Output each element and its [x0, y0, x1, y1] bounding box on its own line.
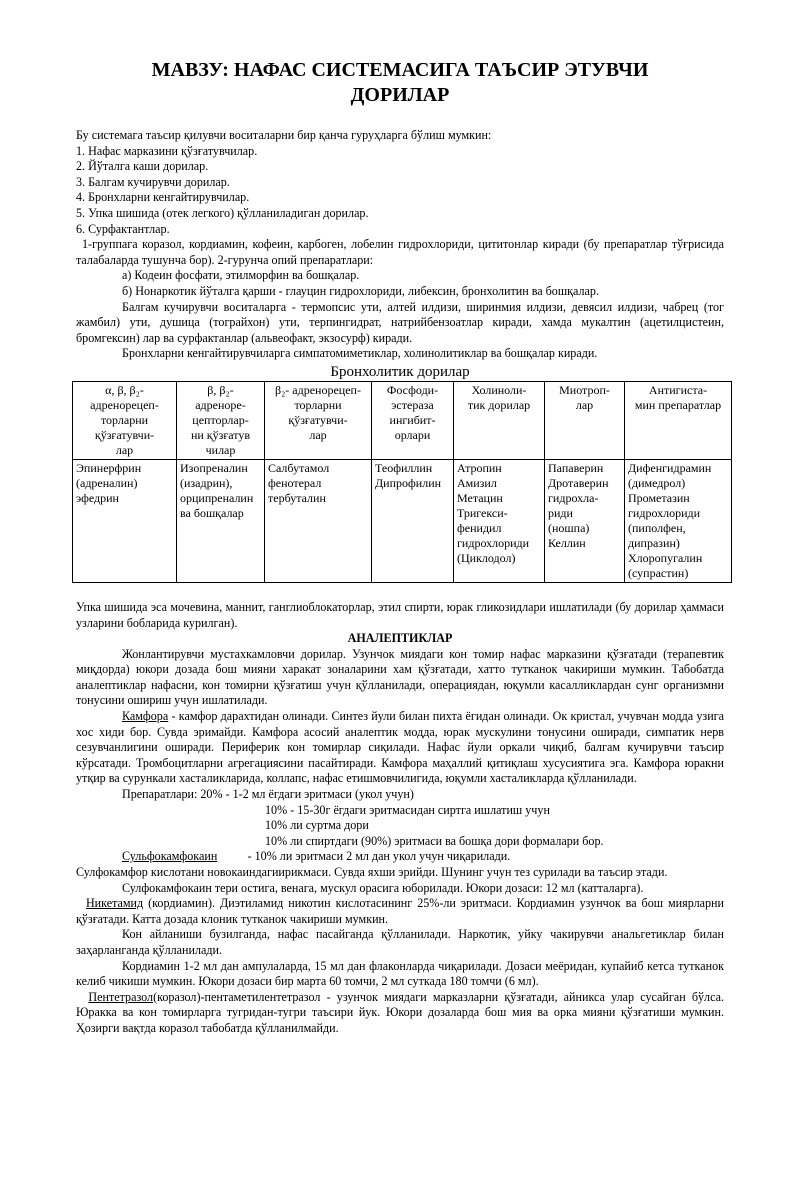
table-cell: Дифенгидрамин (димедрол) Прометазин гидрохлориди (пиполфен, дипразин) Хлоропугалин (супрастин)	[625, 459, 732, 582]
header-cholinolytics: Холиноли- тик дорилар	[454, 381, 545, 459]
paragraph-camphor: Камфора - камфор дарахтидан олинади. Синтез йули билан пихта ёгидан олинади. Ок кристал, учувчан модда узига хос хиди бор. Сувда эримайди. Камфора асосий аналептик модда, юрак мускулини тонусини оширади, симпатик нерв сезувчанлигини оширади. Периферик кон томирлар сиқилади. Нафас йули оркали чиқиб, балгам кучирувчи таъсир кўрсатади. Тромбоцитларни агрегациясини пасайтиради. Камфора маҳаллий қитиқлаш хусусиятига эга. Камфора юракни утқир ва сурункали хасталикларида, коллапс, нафас етишмовчилигида, юқумли хасталикларда қўлланилади.	[76, 709, 724, 786]
title-line-2: ДОРИЛАР	[350, 84, 450, 106]
document-page	[0, 58, 800, 1189]
title-line-1: МАВЗУ: НАФАС СИСТЕМАСИГА ТАЪСИР ЭТУВЧИ	[151, 59, 649, 81]
table-header-row	[73, 381, 732, 459]
term-niketamide: Никетамид	[85, 896, 144, 911]
paragraph-pentetrazol: Пентетразол(коразол)-пентаметилентетразол - узунчок миядаги марказларни қўзғатади, айникса улар сусайган бўлса. Юракка ва кон томирларга тугридан-тугри таъсири йук. Юкори дозаларда бош мия ва орка мияни қўзғатиши мумкин. Ҳозирги вақтда коразол табобатда қўлланилмайди.	[76, 989, 724, 1035]
term-pentetrazol: Пентетразол	[88, 989, 154, 1004]
paragraph-expectorants: Балгам кучирувчи воситаларга - термопсис ути, алтей илдизи, ширинмия илдизи, девясил илдизи, чабрец (тог жамбил) ути, душица (тограйхон) ути, терпингидрат, натрийбензоатлар киради, хамда мукалтин (ацетилцистеин, бромгексин) лар ва сурфактанлар (альвеофакт, экзосурф) киради.	[76, 299, 724, 345]
paragraph-circulation: Кон айланиши бузилганда, нафас пасайганда қўлланилади. Наркотик, уйку чакирувчи анальгетиклар билан заҳарланганда қўлланилади.	[76, 927, 724, 957]
list-item: 1. Нафас марказини қўзғатувчилар.	[76, 143, 258, 158]
list-item: 4. Бронхларни кенгайтирувчилар.	[76, 190, 250, 205]
preparations-item: 10% ли спиртдаги (90%) эритмаси ва бошқа дори формалари бор.	[265, 833, 604, 848]
page-title	[76, 58, 724, 108]
paragraph-sulfo-1: Сулфокамфор кислотани новокаиндагиирикмаси. Сувда яхши эрийди. Шунинг учун тез сурилади ва таъсир этади.	[76, 865, 668, 879]
preparations-item: 10% ли суртма дори	[265, 818, 369, 833]
paragraph-bronchodilators: Бронхларни кенгайтирувчиларга симпатомиметиклар, холинолитиклар ва бошқалар киради.	[122, 346, 598, 361]
table-caption: Бронхолитик дорилар	[330, 363, 470, 380]
preparations-label: Препаратлари:	[122, 787, 198, 802]
preparations-line: Препаратлари: 20% - 1-2 мл ёгдаги эритмаси (укол учун)	[122, 787, 414, 802]
paragraph-analeptics: Жонлантирувчи мустахкамловчи дорилар. Узунчок миядаги кон томир нафас марказини қўзғатади (терапевтик миқдорда) юкори дозада бош мияни харакат зоналарини хам қўзғатади, хатто тутканок чакириши мумкин. Табобатда аналептиклар нафасни, кон томирни қўзғатиш учун қўлланилади, операциядан, юқумли касалликлардан сунг организмни тонусини ошириш учун ишлатилади.	[76, 646, 724, 708]
list-item: 6. Сурфактантлар.	[76, 221, 170, 236]
list-item: 3. Балгам кучирувчи дорилар.	[76, 174, 230, 189]
preparations-item: 10% - 15-30г ёгдаги эритмасидан сиртга ишлатиш учун	[265, 802, 550, 817]
term-sulfocamphocaine: Сульфокамфокаин	[122, 849, 218, 864]
header-myotropics: Миотроп- лар	[545, 381, 625, 459]
sub-item-b: б) Нонаркотик йўталга қарши - глауцин гидрохлориди, либексин, бронхолитин ва бошқалар.	[122, 283, 599, 298]
list-item: 5. Упка шишида (отек легкого) қўлланиладиган дорилар.	[76, 205, 369, 220]
table-cell: Эпинерфрин (адреналин) эфедрин	[73, 459, 177, 582]
table-cell: Теофиллин Дипрофилин	[372, 459, 454, 582]
table-cell: Папаверин Дротаверин гидрохла- риди (ношпа) Келлин	[545, 459, 625, 582]
table-cell: Изопреналин (изадрин), орципреналин ва бошқалар	[177, 459, 265, 582]
header-beta-agonists: β, β₂- адреноре- цепторлар- ни қўзғатув чилар	[177, 381, 265, 459]
intro-text: Бу системага таъсир қилувчи воситаларни бир қанча гуруҳларга бўлиш мумкин:	[76, 128, 492, 142]
paragraph-cordiamine: Кордиамин 1-2 мл дан ампулаларда, 15 мл дан флаконларда чиқарилади. Дозаси меёридан, купайиб кетса тутканок келиб чикиши мумкин. Юкори дозаси бир марта 60 томчи, 2 мл суткада 180 томчи (6 мл).	[76, 958, 724, 989]
header-beta2-agonists: β₂- адренорецеп- торларни қўзғатувчи- лар	[265, 381, 372, 459]
term-camphor: Камфора	[122, 709, 169, 724]
header-pde-inhibitors: Фосфоди- эстераза ингибит- орлари	[372, 381, 454, 459]
list-item: 2. Йўталга каши дорилар.	[76, 159, 209, 174]
paragraph-sulfocamphocaine: Сульфокамфокаин - 10% ли эритмаси 2 мл дан укол учун чиқарилади.	[122, 849, 511, 864]
paragraph-pulmonary-edema: Упка шишида эса мочевина, маннит, ганглиоблокаторлар, этил спирти, юрак гликозидлари ишлатилади (бу дорилар ҳаммаси узларини бобларида курилган).	[76, 599, 724, 630]
table-row	[73, 459, 732, 582]
section-title-analeptics: АНАЛЕПТИКЛАР	[347, 631, 453, 646]
paragraph-sulfo-2: Сулфокамфокаин тери остига, венага, мускул орасига юборилади. Юкори дозаси: 12 мл (катталарга).	[122, 880, 644, 895]
table-cell: Атропин Амизил Метацин Тригекси- фенидил гидрохлориди (Циклодол)	[454, 459, 545, 582]
bronchodilator-table	[72, 381, 732, 583]
paragraph-group1: 1-группага коразол, кордиамин, кофеин, карбоген, лобелин гидрохлориди, цититонлар киради (бу препаратлар тўғрисида талабаларда тушунча бор). 2-гурунча опий препаратлари:	[76, 237, 724, 267]
header-antihistamines: Антигиста- мин препаратлар	[625, 381, 732, 459]
table-cell: Салбутамол фенотерал тербуталин	[265, 459, 372, 582]
sub-item-a: а) Кодеин фосфати, этилморфин ва бошқалар.	[122, 268, 360, 283]
paragraph-niketamide: Никетамид (кордиамин). Диэтиламид никотин кислотасининг 25%-ли эритмаси. Кордиамин узунчок ва бош миярларни қўзғатади. Катта дозада клоник тутканок чакириши мумкин.	[76, 896, 724, 926]
header-alpha-beta-agonists: α, β, β₂- адренорецеп- торларни қўзғатувчи- лар	[73, 381, 177, 459]
